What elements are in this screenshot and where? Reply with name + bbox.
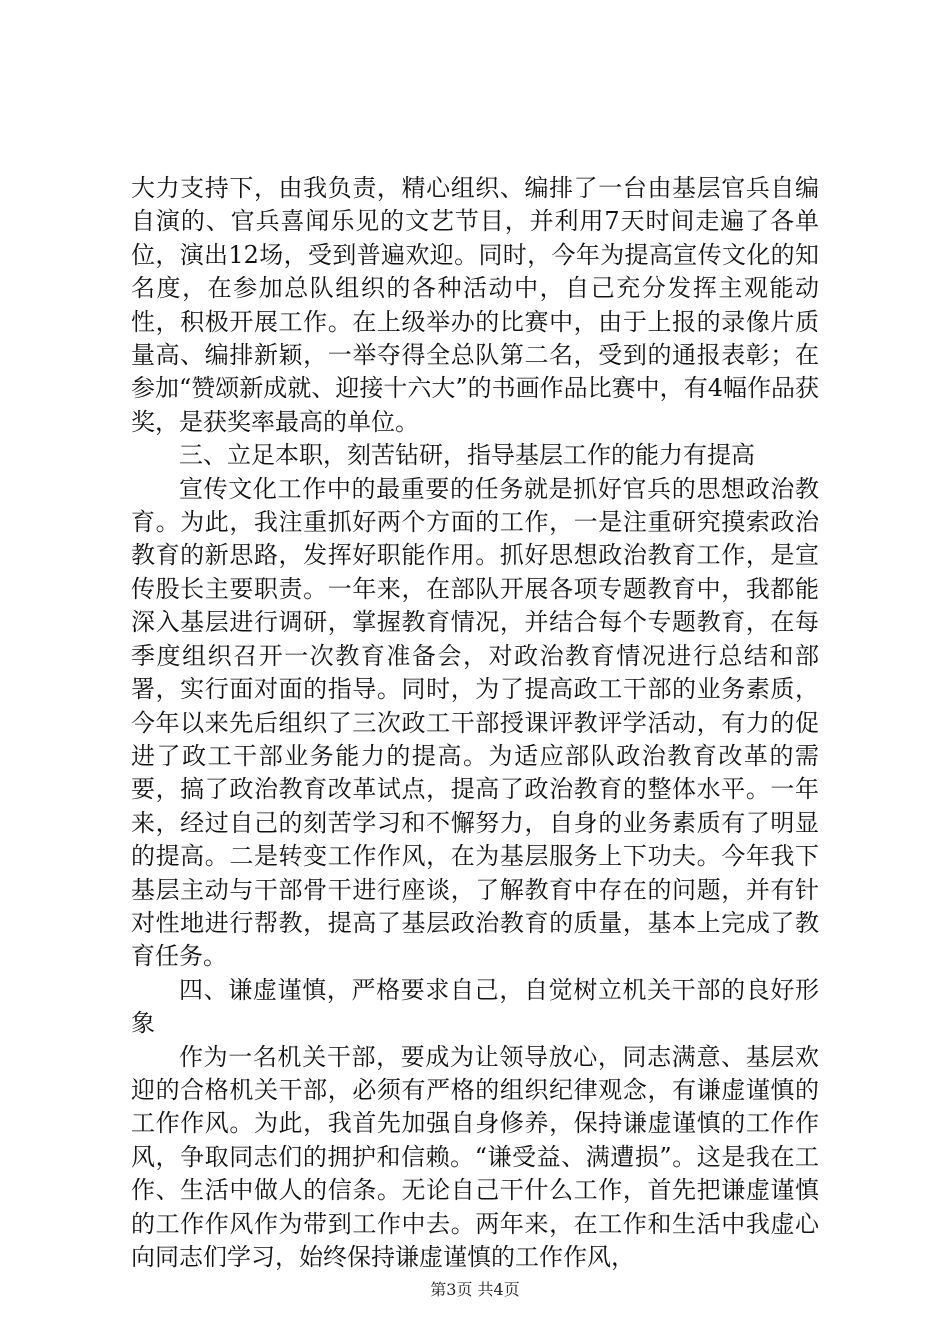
paragraph-section-3: 宣传文化工作中的最重要的任务就是抓好官兵的思想政治教育。为此，我注重抓好两个方面的工作，一是注重研究摸索政治教育的新思路，发挥好职能作用。抓好思想政治教育工作，是宣传股长主要职责。一年来，在部队开展各项专题教育中，我都能深入基层进行调研，掌握教育情况，并结合每个专题教育，在每季度组织召开一次教育准备会，对政治教育情况进行总结和部署，实行面对面的指导。同时，为了提高政工干部的业务素质，今年以来先后组织了三次政工干部授课评教评学活动，有力的促进了政工干部业务能力的提高。为适应部队政治教育改革的需要，搞了政治教育改革试点，提高了政治教育的整体水平。一年来，经过自己的刻苦学习和不懈努力，自身的业务素质有了明显的提高。二是转变工作作风，在为基层服务上下功夫。今年我下基层主动与干部骨干进行座谈，了解教育中存在的问题，并有针对性地进行帮教，提高了基层政治教育的质量，基本上完成了教育任务。: [131, 474, 819, 971]
paragraph-section-4: 作为一名机关干部，要成为让领导放心，同志满意、基层欢迎的合格机关干部，必须有严格的组织纪律观念，有谦虚谨慎的工作作风。为此，我首先加强自身修养，保持谦虚谨慎的工作作风，争取同志们的拥护和信赖。“谦受益、满遭损”。这是我在工作、生活中做人的信条。无论自己干什么工作，首先把谦虚谨慎的工作作风作为带到工作中去。两年来，在工作和生活中我虚心向同志们学习，始终保持谦虚谨慎的工作作风，: [131, 1042, 819, 1271]
section-heading-3: 三、立足本职，刻苦钻研，指导基层工作的能力有提高: [179, 441, 755, 470]
paragraph-continuation: 大力支持下，由我负责，精心组织、编排了一台由基层官兵自编自演的、官兵喜闻乐见的文艺节目，并利用7天时间走遍了各单位，演出12场，受到普遍欢迎。同时，今年为提高宣传文化的知名度，在参加总队组织的各种活动中，自己充分发挥主观能动性，积极开展工作。在上级举办的比赛中，由于上报的录像片质量高、编排新颖，一举夺得全总队第二名，受到的通报表彰；在参加“赞颂新成就、迎接十六大”的书画作品比赛中，有4幅作品获奖，是获奖率最高的单位。: [131, 174, 819, 436]
section-heading-4: 四、谦虚谨慎，严格要求自己，自觉树立机关干部的良好形象: [131, 975, 819, 1038]
page-footer: 第3页 共4页: [430, 1280, 520, 1299]
document-body: [131, 172, 819, 1274]
